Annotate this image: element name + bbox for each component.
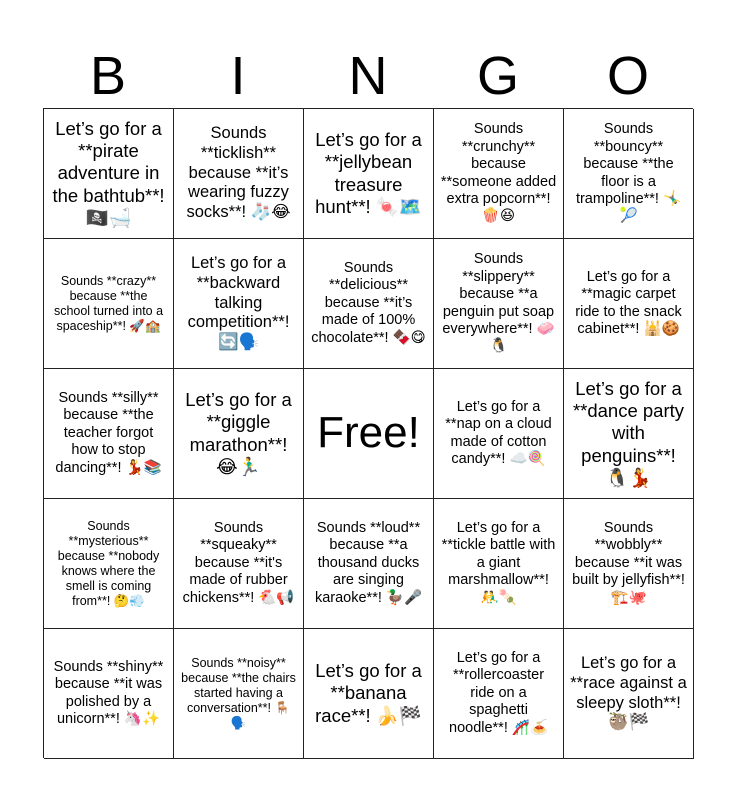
- bingo-cell[interactable]: Sounds **delicious** because **it’s made of 100% chocolate**! 🍫😋: [304, 239, 434, 369]
- bingo-cell[interactable]: Sounds **shiny** because **it was polished by a unicorn**! 🦄✨: [44, 629, 174, 759]
- bingo-card-grid: [43, 108, 693, 758]
- header-letter-i: I: [230, 46, 246, 106]
- bingo-cell[interactable]: Let’s go for a **giggle marathon**! 😂🏃‍♂️: [174, 369, 304, 499]
- header-letter-g: G: [476, 46, 519, 106]
- bingo-cell[interactable]: Sounds **bouncy** because **the floor is a trampoline**! 🤸‍♂️🎾: [564, 109, 694, 239]
- bingo-cell[interactable]: Let’s go for a **jellybean treasure hunt**! 🍬🗺️: [304, 109, 434, 239]
- bingo-cell[interactable]: Let’s go for a **nap on a cloud made of cotton candy**! ☁️🍭: [434, 369, 564, 499]
- bingo-cell[interactable]: Let’s go for a **race against a sleepy sloth**! 🦥🏁: [564, 629, 694, 759]
- header-letter-o: O: [606, 46, 649, 106]
- bingo-cell[interactable]: Sounds **loud** because **a thousand ducks are singing karaoke**! 🦆🎤: [304, 499, 434, 629]
- bingo-cell[interactable]: Sounds **noisy** because **the chairs started having a conversation**! 🪑🗣️: [174, 629, 304, 759]
- bingo-cell[interactable]: Let’s go for a **magic carpet ride to the snack cabinet**! 🕌🍪: [564, 239, 694, 369]
- bingo-cell[interactable]: Let’s go for a **backward talking competition**! 🔄🗣️: [174, 239, 304, 369]
- bingo-cell[interactable]: Let’s go for a **tickle battle with a giant marshmallow**! 🤼‍♂️🍡: [434, 499, 564, 629]
- bingo-cell[interactable]: Let’s go for a **dance party with penguins**! 🐧💃: [564, 369, 694, 499]
- bingo-cell[interactable]: Sounds **mysterious** because **nobody knows where the smell is coming from**! 🤔💨: [44, 499, 174, 629]
- bingo-cell[interactable]: Sounds **crunchy** because **someone added extra popcorn**! 🍿😆: [434, 109, 564, 239]
- bingo-cell[interactable]: Sounds **squeaky** because **it's made of rubber chickens**! 🐔📢: [174, 499, 304, 629]
- header-letter-n: N: [348, 46, 388, 106]
- bingo-cell[interactable]: Sounds **crazy** because **the school turned into a spaceship**! 🚀🏫: [44, 239, 174, 369]
- free-space-cell[interactable]: Free!: [304, 369, 434, 499]
- bingo-cell[interactable]: Sounds **wobbly** because **it was built by jellyfish**! 🏗️🐙: [564, 499, 694, 629]
- bingo-cell[interactable]: Sounds **ticklish** because **it’s wearing fuzzy socks**! 🧦😂: [174, 109, 304, 239]
- bingo-header: [43, 45, 693, 107]
- bingo-cell[interactable]: Let’s go for a **banana race**! 🍌🏁: [304, 629, 434, 759]
- bingo-cell[interactable]: Sounds **slippery** because **a penguin put soap everywhere**! 🧼🐧: [434, 239, 564, 369]
- bingo-cell[interactable]: Sounds **silly** because **the teacher forgot how to stop dancing**! 💃📚: [44, 369, 174, 499]
- bingo-cell[interactable]: Let’s go for a **rollercoaster ride on a spaghetti noodle**! 🎢🍝: [434, 629, 564, 759]
- bingo-cell[interactable]: Let’s go for a **pirate adventure in the bathtub**! 🏴‍☠️🛁: [44, 109, 174, 239]
- header-letter-b: B: [89, 46, 127, 106]
